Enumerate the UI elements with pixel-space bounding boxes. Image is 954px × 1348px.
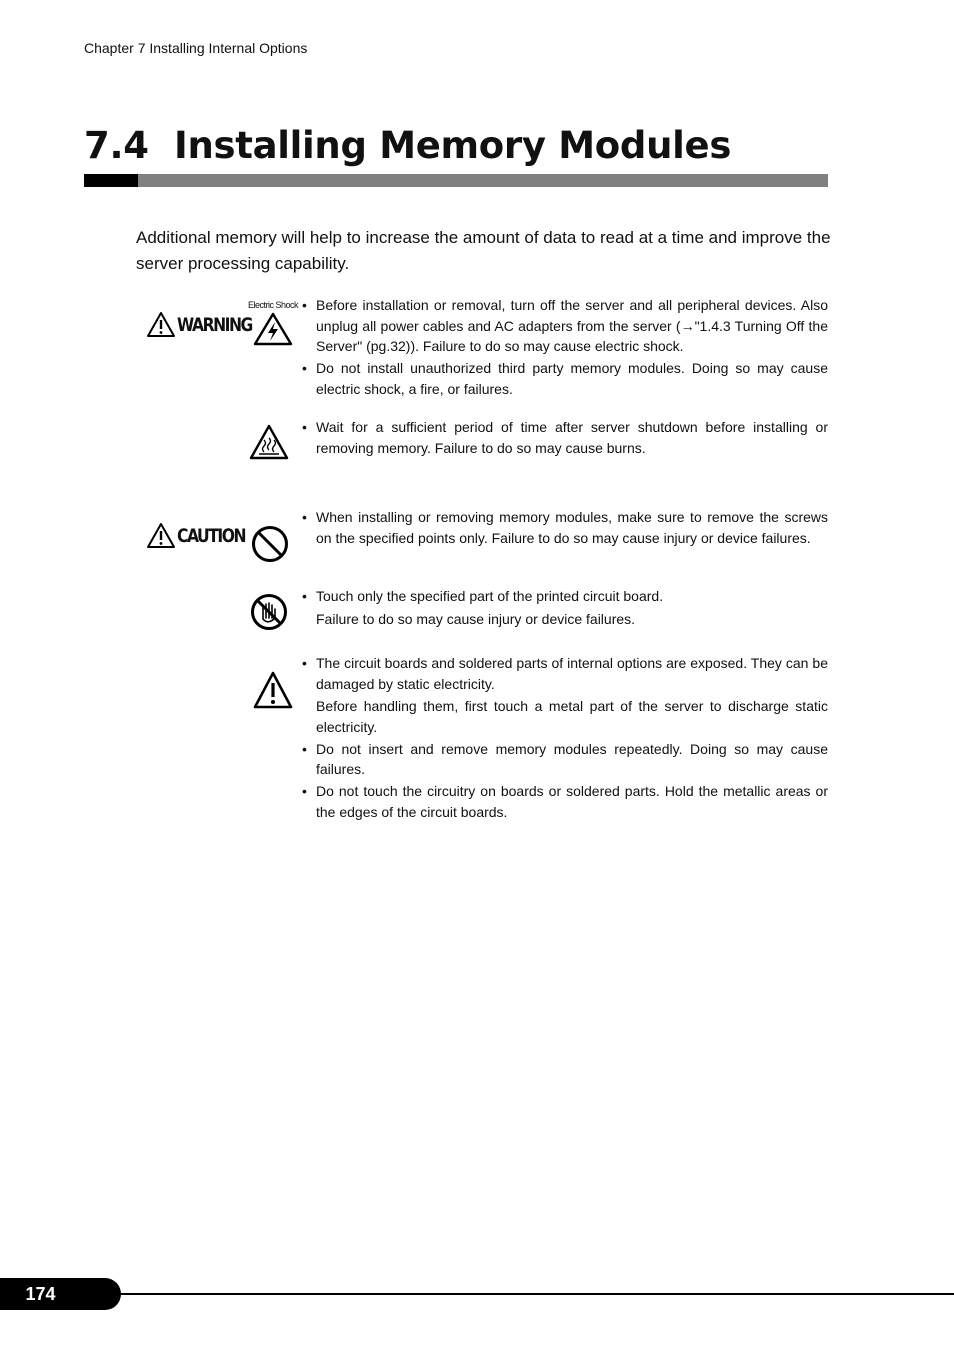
do-not-touch-icon	[250, 593, 288, 631]
electric-shock-caption: Electric Shock	[248, 300, 299, 310]
caution-screws-list	[302, 507, 828, 550]
caution-label	[146, 522, 260, 549]
caution-label-text: CAUTION	[177, 524, 246, 547]
warning-label	[146, 311, 268, 338]
list-item-continuation: Before handling them, first touch a metal part of the server to discharge static electricity.	[316, 698, 828, 735]
list-item: • When installing or removing memory modules, make sure to remove the screws on the specified points only. Failure to do so may cause injury or device failures.	[302, 507, 828, 548]
warning-electric-list	[302, 295, 828, 401]
list-item: • Do not insert and remove memory modules repeatedly. Doing so may cause failures.	[302, 739, 828, 780]
title-underline-bar	[84, 174, 828, 187]
running-header: Chapter 7 Installing Internal Options	[84, 40, 308, 56]
list-item: • Do not install unauthorized third party memory modules. Doing so may cause electric shock, a fire, or failures.	[302, 358, 828, 399]
caution-static-list	[302, 653, 828, 824]
warning-heat-list	[302, 417, 828, 460]
section-title	[84, 124, 731, 167]
caution-triangle-label-icon	[146, 522, 176, 549]
section-number: 7.4	[84, 124, 149, 167]
page-number: 174	[25, 1284, 56, 1304]
title-underline-accent	[84, 174, 138, 187]
hot-surface-icon	[249, 424, 289, 460]
list-item: • Wait for a sufficient period of time after server shutdown before installing or removing memory. Failure to do so may cause burns.	[302, 417, 828, 458]
prohibited-icon	[251, 525, 289, 563]
electric-shock-icon	[253, 312, 293, 346]
list-item: • The circuit boards and soldered parts of internal options are exposed. They can be damaged by static electricity.	[302, 653, 828, 694]
warning-label-text: WARNING	[177, 313, 252, 336]
list-item: • Do not touch the circuitry on boards or soldered parts. Hold the metallic areas or the edges of the circuit boards.	[302, 781, 828, 822]
list-item: • Touch only the specified part of the printed circuit board.	[302, 586, 828, 607]
footer-rule	[100, 1293, 954, 1295]
caution-touch-list	[302, 586, 828, 631]
intro-paragraph: Additional memory will help to increase the amount of data to read at a time and improve the server processing capability.	[136, 228, 831, 273]
list-item-continuation: Failure to do so may cause injury or device failures.	[316, 610, 636, 627]
list-item: • Before installation or removal, turn off the server and all peripheral devices. Also unplug all power cables and AC adapters from the server (→"1.4.3 Turning Off the Server" (pg.32)). Failure to do so may cause electric shock.	[302, 295, 828, 357]
section-title-text: Installing Memory Modules	[174, 124, 732, 167]
caution-triangle-icon	[253, 671, 293, 709]
warning-triangle-icon	[146, 311, 176, 338]
